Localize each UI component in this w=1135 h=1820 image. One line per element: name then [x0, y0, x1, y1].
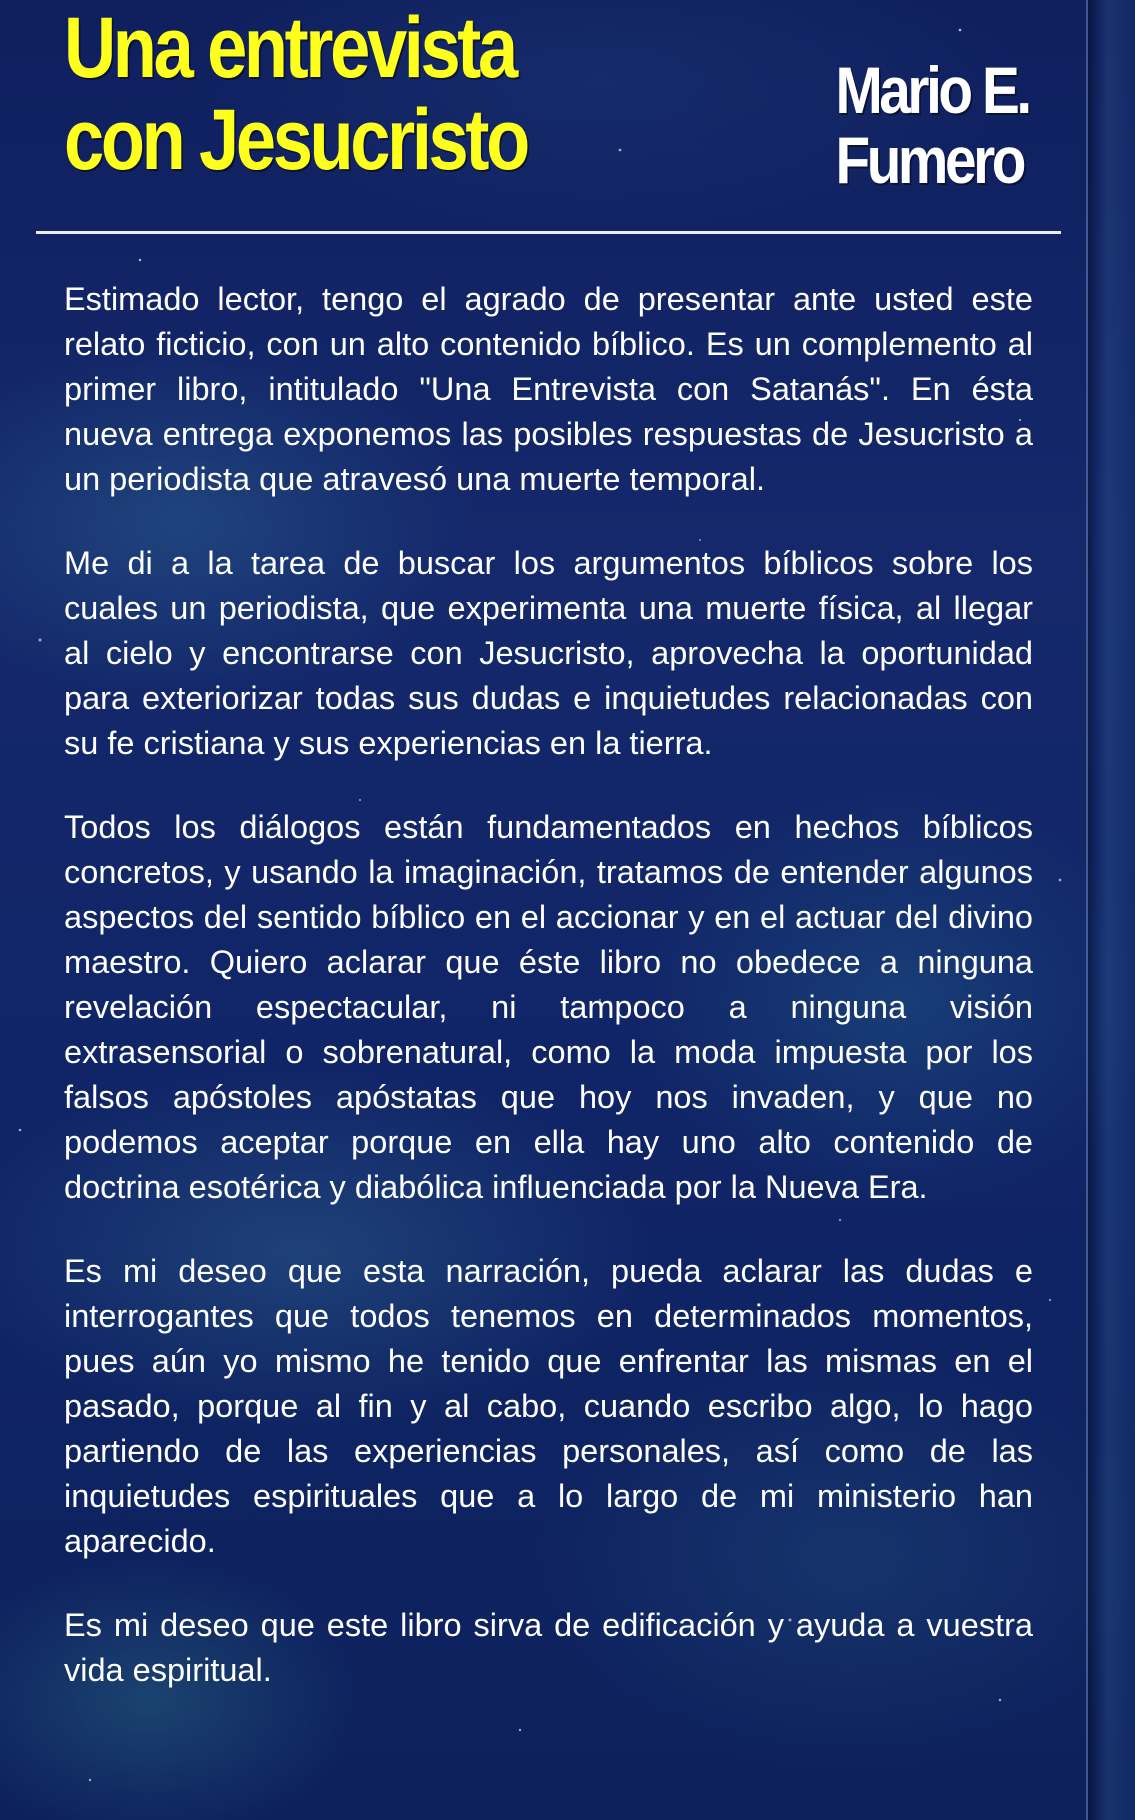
book-title-line-1: Una entrevista	[64, 0, 515, 96]
synopsis-paragraph-5: Es mi deseo que este libro sirva de edificación y ayuda a vuestra vida espiritual.	[64, 1607, 1033, 1688]
synopsis-paragraph-2: Me di a la tarea de buscar los argumentos bíblicos sobre los cuales un periodista, que experimenta una muerte física, al llegar al cielo y encontrarse con Jesucristo, aprovecha la oportunidad para exteriorizar todas sus dudas e inquietudes relacionadas con su fe cristiana y sus experiencias en la tierra.	[64, 545, 1033, 761]
book-spine-edge	[1086, 0, 1135, 1820]
synopsis-paragraph-3: Todos los diálogos están fundamentados en hechos bíblicos concretos, y usando la imaginación, tratamos de entender algunos aspectos del sentido bíblico en el accionar y en el actuar del divino maestro. Quiero aclarar que éste libro no obedece a ninguna revelación espectacular, ni tampoco a ninguna visión extrasensorial o sobrenatural, como la moda impuesta por los falsos apóstoles apóstatas que hoy nos invaden, y que no podemos aceptar porque en ella hay uno alto contenido de doctrina esotérica y diabólica influenciada por la Nueva Era.	[64, 809, 1033, 1205]
author-name	[836, 55, 1029, 195]
author-name-line-2: Fumero	[835, 123, 1024, 197]
synopsis-paragraph-4: Es mi deseo que esta narración, pueda aclarar las dudas e interrogantes que todos tenemos en determinados momentos, pues aún yo mismo he tenido que enfrentar las mismas en el pasado, porque al fin y al cabo, cuando escribo algo, lo hago partiendo de las experiencias personales, así como de las inquietudes espirituales que a lo largo de mi ministerio han aparecido.	[64, 1253, 1033, 1559]
author-name-line-1: Mario E.	[835, 53, 1029, 127]
book-title-line-2: con Jesucristo	[64, 92, 527, 188]
synopsis-text	[64, 277, 1033, 1732]
synopsis-paragraph-1: Estimado lector, tengo el agrado de presentar ante usted este relato ficticio, con un alto contenido bíblico. Es un complemento al primer libro, intitulado "Una Entrevista con Satanás". En ésta nueva entrega exponemos las posibles respuestas de Jesucristo a un periodista que atravesó una muerte temporal.	[64, 281, 1033, 497]
book-title	[64, 2, 527, 186]
title-divider	[36, 231, 1061, 234]
